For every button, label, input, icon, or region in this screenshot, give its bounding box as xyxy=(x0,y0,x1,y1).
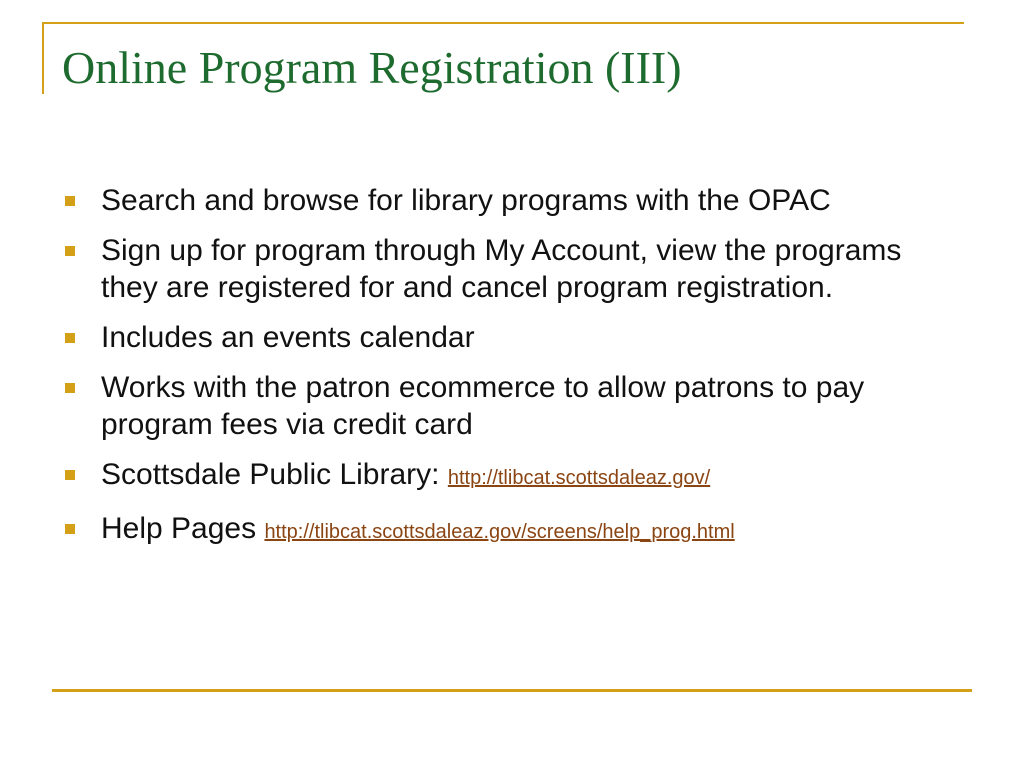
bullet-item xyxy=(62,182,962,219)
help-pages-link[interactable]: http://tlibcat.scottsdaleaz.gov/screens/help_prog.html xyxy=(264,521,735,543)
slide-title: Online Program Registration (III) xyxy=(62,42,682,93)
square-bullet-icon xyxy=(65,470,75,480)
bullet-text: Help Pages xyxy=(101,512,265,545)
square-bullet-icon xyxy=(65,333,75,343)
bullet-text: Search and browse for library programs with the OPAC xyxy=(101,184,831,217)
scottsdale-library-link[interactable]: http://tlibcat.scottsdaleaz.gov/ xyxy=(447,467,711,489)
bullet-item xyxy=(62,319,962,356)
frame-top-line xyxy=(42,22,964,24)
square-bullet-icon xyxy=(65,383,75,393)
bullet-text: Includes an events calendar xyxy=(101,321,475,354)
frame-left-line xyxy=(42,22,44,94)
square-bullet-icon xyxy=(65,524,75,534)
bullet-item xyxy=(62,456,962,497)
bottom-rule xyxy=(52,689,972,692)
bullet-text: Scottsdale Public Library: xyxy=(101,458,448,491)
square-bullet-icon xyxy=(65,196,75,206)
bullet-item xyxy=(62,232,962,306)
bullet-text: Works with the patron ecommerce to allow patrons to pay program fees via credit card xyxy=(101,371,865,441)
bullet-item xyxy=(62,369,962,443)
bullet-item xyxy=(62,510,962,551)
square-bullet-icon xyxy=(65,246,75,256)
bullet-text: Sign up for program through My Account, view the programs they are registered for and cancel program registration. xyxy=(101,234,902,304)
bullet-list xyxy=(62,182,962,564)
